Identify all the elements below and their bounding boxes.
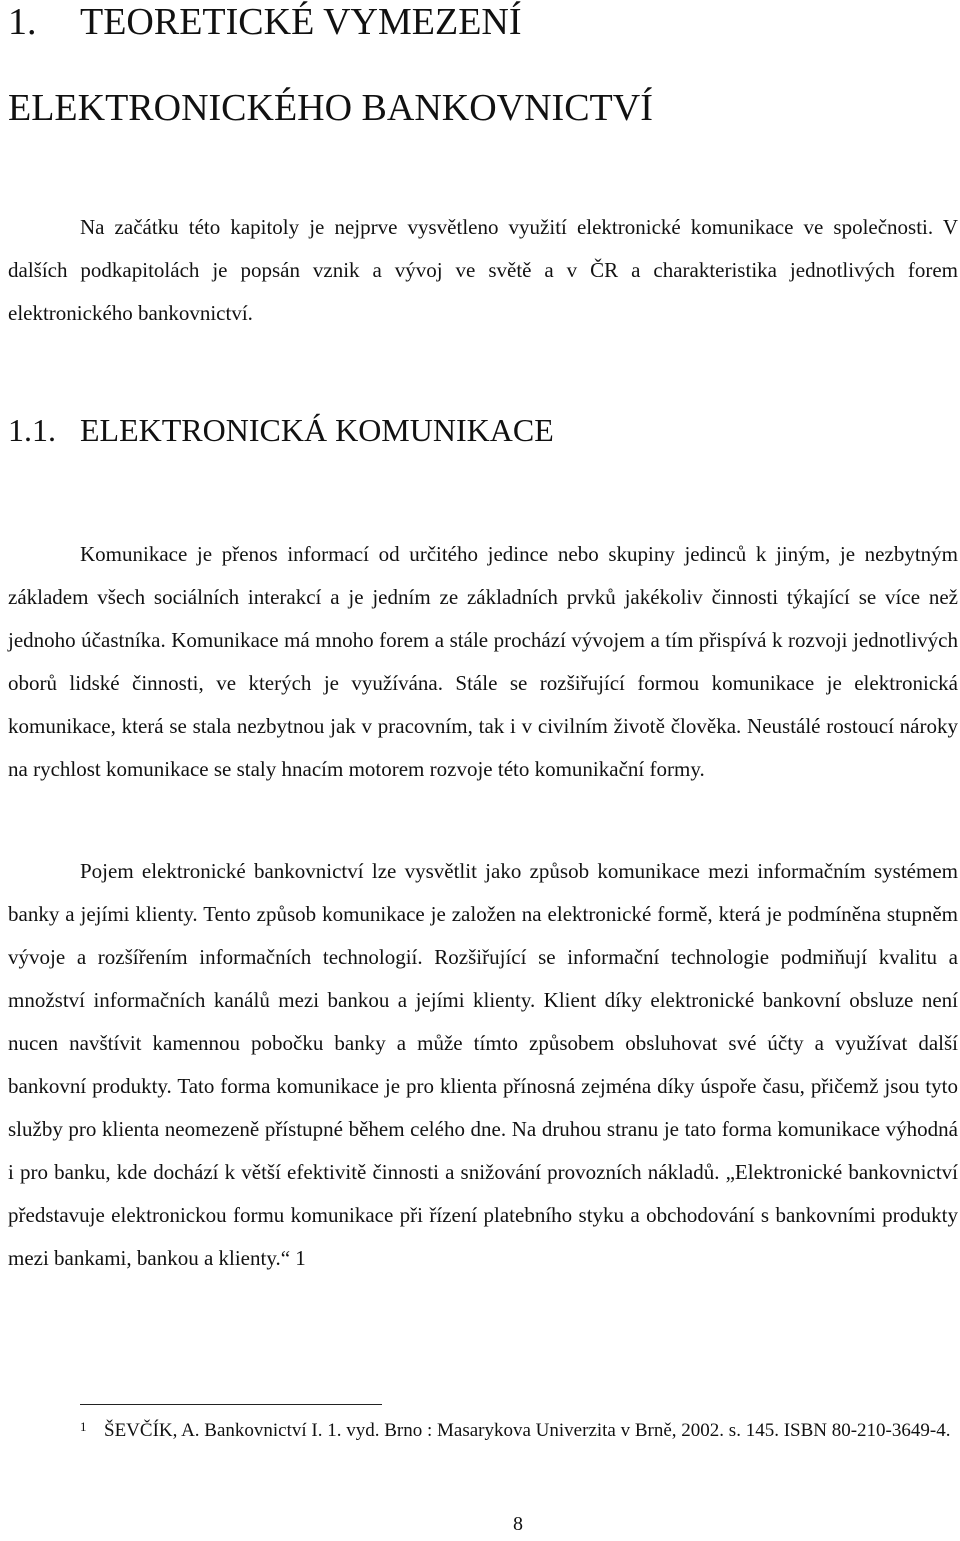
chapter-heading xyxy=(8,0,908,130)
chapter-title-line-2: ELEKTRONICKÉHO BANKOVNICTVÍ xyxy=(8,87,653,129)
body-paragraph-1: Komunikace je přenos informací od určitého jedince nebo skupiny jedinců k jiným, je nezbytným základem všech sociálních interakcí a je jedním ze základních prvků jakékoliv činnosti týkající se více než jednoho účastníka. Komunikace má mnoho forem a stále prochází vývojem a tím přispívá k rozvoji jednotlivých oborů lidské činnosti, ve kterých je využívána. Stále se rozšiřující formou komunikace je elektronická komunikace, která se stala nezbytnou jak v pracovním, tak i v civilním životě člověka. Neustálé rostoucí nároky na rychlost komunikace se staly hnacím motorem rozvoje této komunikační formy. xyxy=(8,542,958,781)
footnote-mark: 1 xyxy=(80,1419,87,1434)
chapter-number: 1. xyxy=(8,1,37,43)
footnote-separator xyxy=(80,1404,382,1405)
page-number: 8 xyxy=(513,1513,523,1535)
chapter-heading-line-1 xyxy=(8,0,908,44)
footnote xyxy=(80,1418,960,1444)
footnote-reference: 1 xyxy=(295,1246,306,1270)
chapter-title-line-1: TEORETICKÉ VYMEZENÍ xyxy=(80,1,522,43)
section-heading xyxy=(8,408,554,452)
section-title: ELEKTRONICKÁ KOMUNIKACE xyxy=(80,412,554,448)
footnote-text: ŠEVČÍK, A. Bankovnictví I. 1. vyd. Brno : Masarykova Univerzita v Brně, 2002. s. 145. ISBN 80-210-3649-4. xyxy=(104,1420,951,1441)
intro-paragraph: Na začátku této kapitoly je nejprve vysvětleno využití elektronické komunikace ve společnosti. V dalších podkapitolách je popsán vznik a vývoj ve světě a v ČR a charakteristika jednotlivých forem elektronického bankovnictví. xyxy=(8,215,958,325)
section-number: 1.1. xyxy=(8,412,56,448)
body-paragraph-2 xyxy=(8,850,958,1280)
body-paragraph-2-text: Pojem elektronické bankovnictví lze vysvětlit jako způsob komunikace mezi informačním systémem banky a jejími klienty. Tento způsob komunikace je založen na elektronické formě, která je podmíněna stupněm vývoje a rozšířením informačních technologií. Rozšiřující se informační technologie podmiňují kvalitu a množství informačních kanálů mezi bankou a jejími klienty. Klient díky elektronické bankovní obsluze není nucen navštívit kamennou pobočku banky a může tímto způsobem obsluhovat své účty a využívat další bankovní produkty. Tato forma komunikace je pro klienta přínosná zejména díky úspoře času, přičemž jsou tyto služby pro klienta neomezeně přístupné během celého dne. Na druhou stranu je tato forma komunikace výhodná i pro banku, kde dochází k větší efektivitě činnosti a snižování provozních nákladů. „Elektronické bankovnictví představuje elektronickou formu komunikace při řízení platebního styku a obchodování s bankovními produkty mezi bankami, bankou a klienty.“ xyxy=(8,859,958,1270)
